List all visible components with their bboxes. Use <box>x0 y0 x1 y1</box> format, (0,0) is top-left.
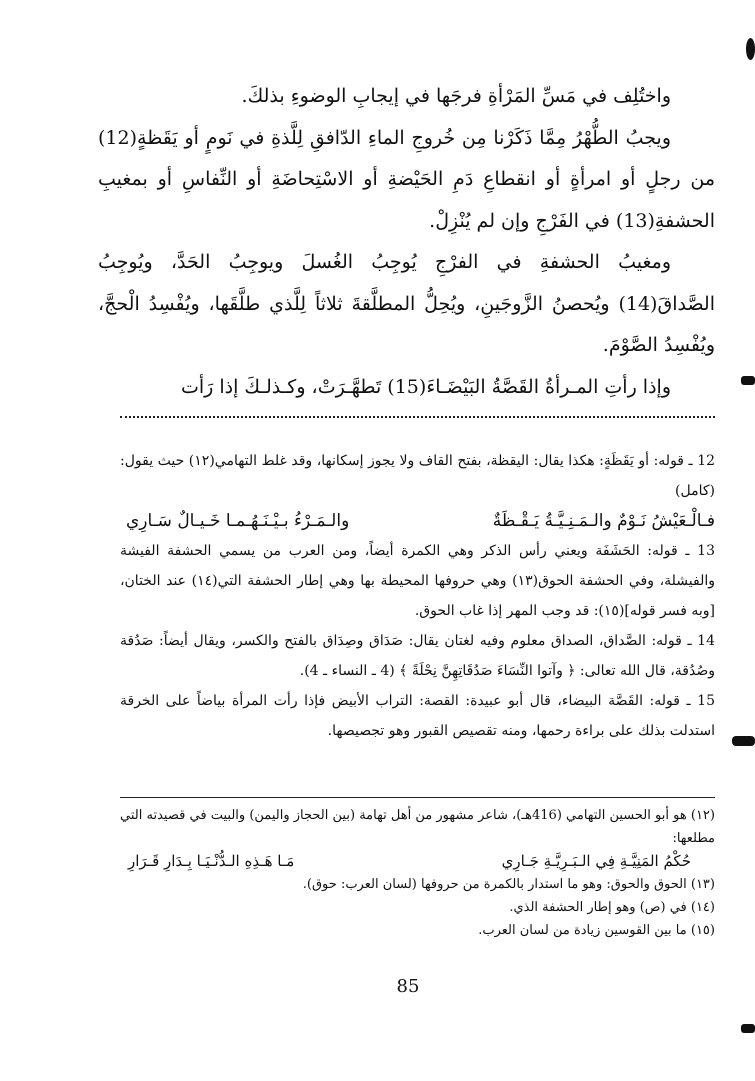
commentary <box>120 446 715 746</box>
verse-12 <box>120 506 715 536</box>
footnote-12: (١٢) هو أبو الحسين التهامي (416هـ)، شاعر مشهور من أهل تهامة (بين الحجاز واليمن) والبيت في قصيدته التي مطلعها: <box>120 808 715 846</box>
page-number: 85 <box>396 976 420 997</box>
scan-mark <box>741 1024 755 1033</box>
paragraph: ومغيبُ الحشفةِ في الفرْجِ يُوجِبُ الغُسلَ ويوجِبُ الحَدَّ، ويُوجِبُ الصَّداقَ(14) ويُحصنُ الزَّوجَينِ، ويُحِلُّ المطلَّقةَ ثلاثاً لِلَّذي طلَّقَها، ويُفْسِدُ الْحجَّ، ويُفْسِدُ الصَّوْمَ. <box>98 251 715 356</box>
paragraph: واختُلِف في مَسِّ المَرْأةِ فرجَها في إيجابِ الوضوءِ بذلكَ. <box>241 85 671 107</box>
footnote-15: (١٥) ما بين القوسين زيادة من لسان العرب. <box>478 923 715 938</box>
commentary-note-12: 12 ـ قوله: أو يَقَظَةٍ: هكذا يقال: اليقظة، بفتح القاف ولا يجوز إسكانها، وقد غلط التهامي(١٢) حيث يقول: (كامل) <box>120 453 716 499</box>
footnotes <box>120 804 715 942</box>
footnote-rule <box>120 797 715 798</box>
commentary-note-14: 14 ـ قوله: الصَّداق، الصداق معلوم وفيه لغتان يقال: صَدَاق وصِدَاق بالفتح والكسر، ويقال أيضاً: صَدُقة وصُدُقة، قال الله تعالى: ﴿ وآتوا النِّسَاءَ صَدُقَاتِهِنَّ نِحْلَةً ﴾ (4 ـ النساء ـ 4). <box>120 633 715 679</box>
paragraph: ويجبُ الطُّهْرُ مِمَّا ذَكَرْنا مِن خُروجِ الماءِ الدّافقِ لِلَّذةِ في نَومٍ أو يَقَظةٍ(12) من رجلٍ أو امرأةٍ أو انقطاعِ دَمِ الحَيْضةِ أو الاسْتِحاضَةِ أو النِّفاسِ أو بمغيبِ الحشفةِ(13) في الفَرْجِ وإن لم يُنْزِلْ. <box>98 126 715 232</box>
scan-mark <box>746 38 755 60</box>
main-text <box>98 76 715 408</box>
footnote-14: (١٤) في (ص) وهو إطار الحشفة الذي. <box>509 900 715 915</box>
commentary-note-13: 13 ـ قوله: الحَشَفَة ويعني رأس الذكر وهي الكمرة أيضاً، ومن العرب من يسمي الحشفة الفيشة والفيشلة، وفي الحشفة الحوق(١٣) وهي حروفها المحيطة بها وهي إطار الحشفة التي(١٤) عند الختان، [وبه فسر قوله](١٥): قد وجب المهر إذا غاب الحوق. <box>120 543 715 619</box>
footnote-verse-first: حُكْمُ المَنِيَّـةِ فِي الـبَـرِيَّـةِ جَـارِي <box>501 852 691 870</box>
scan-mark <box>732 736 755 746</box>
footnote-13: (١٣) الحوق والحوق: وهو ما استدار بالكمرة من حروفها (لسان العرب: حوق). <box>302 877 715 892</box>
footnote-verse <box>120 850 715 873</box>
scan-mark <box>741 376 755 385</box>
footnote-verse-second: مَـا هَـذِهِ الـدُّنْـيَـا بِـدَارِ قَـرَارِ <box>128 852 295 870</box>
verse-12-second-hemistich: والـمَـرْءُ بـيْـنَـهُـمـا خَـيـالٌ سَـارِي <box>126 511 350 531</box>
verse-12-first-hemistich: فـالْـعَيْشُ نَـوْمٌ والـمَـنِـيَّـةُ يَـقْـظَةٌ <box>492 511 715 531</box>
paragraph: وإذا رأتِ المـرأةُ القَصَّةُ البَيْضَـاءَ(15) تَطهَّـرَتْ، وكـذلـكَ إذا رَأت <box>180 375 671 398</box>
commentary-note-15: 15 ـ قوله: القَصَّة البيضاء، قال أبو عبيدة: القصة: التراب الأبيض فإذا رأت المرأة بياضاً على الخرقة استدلت بذلك على براءة رحمها، ومنه تقصيص القبور وهو تجصيصها. <box>120 693 715 739</box>
dotted-separator <box>120 416 715 418</box>
